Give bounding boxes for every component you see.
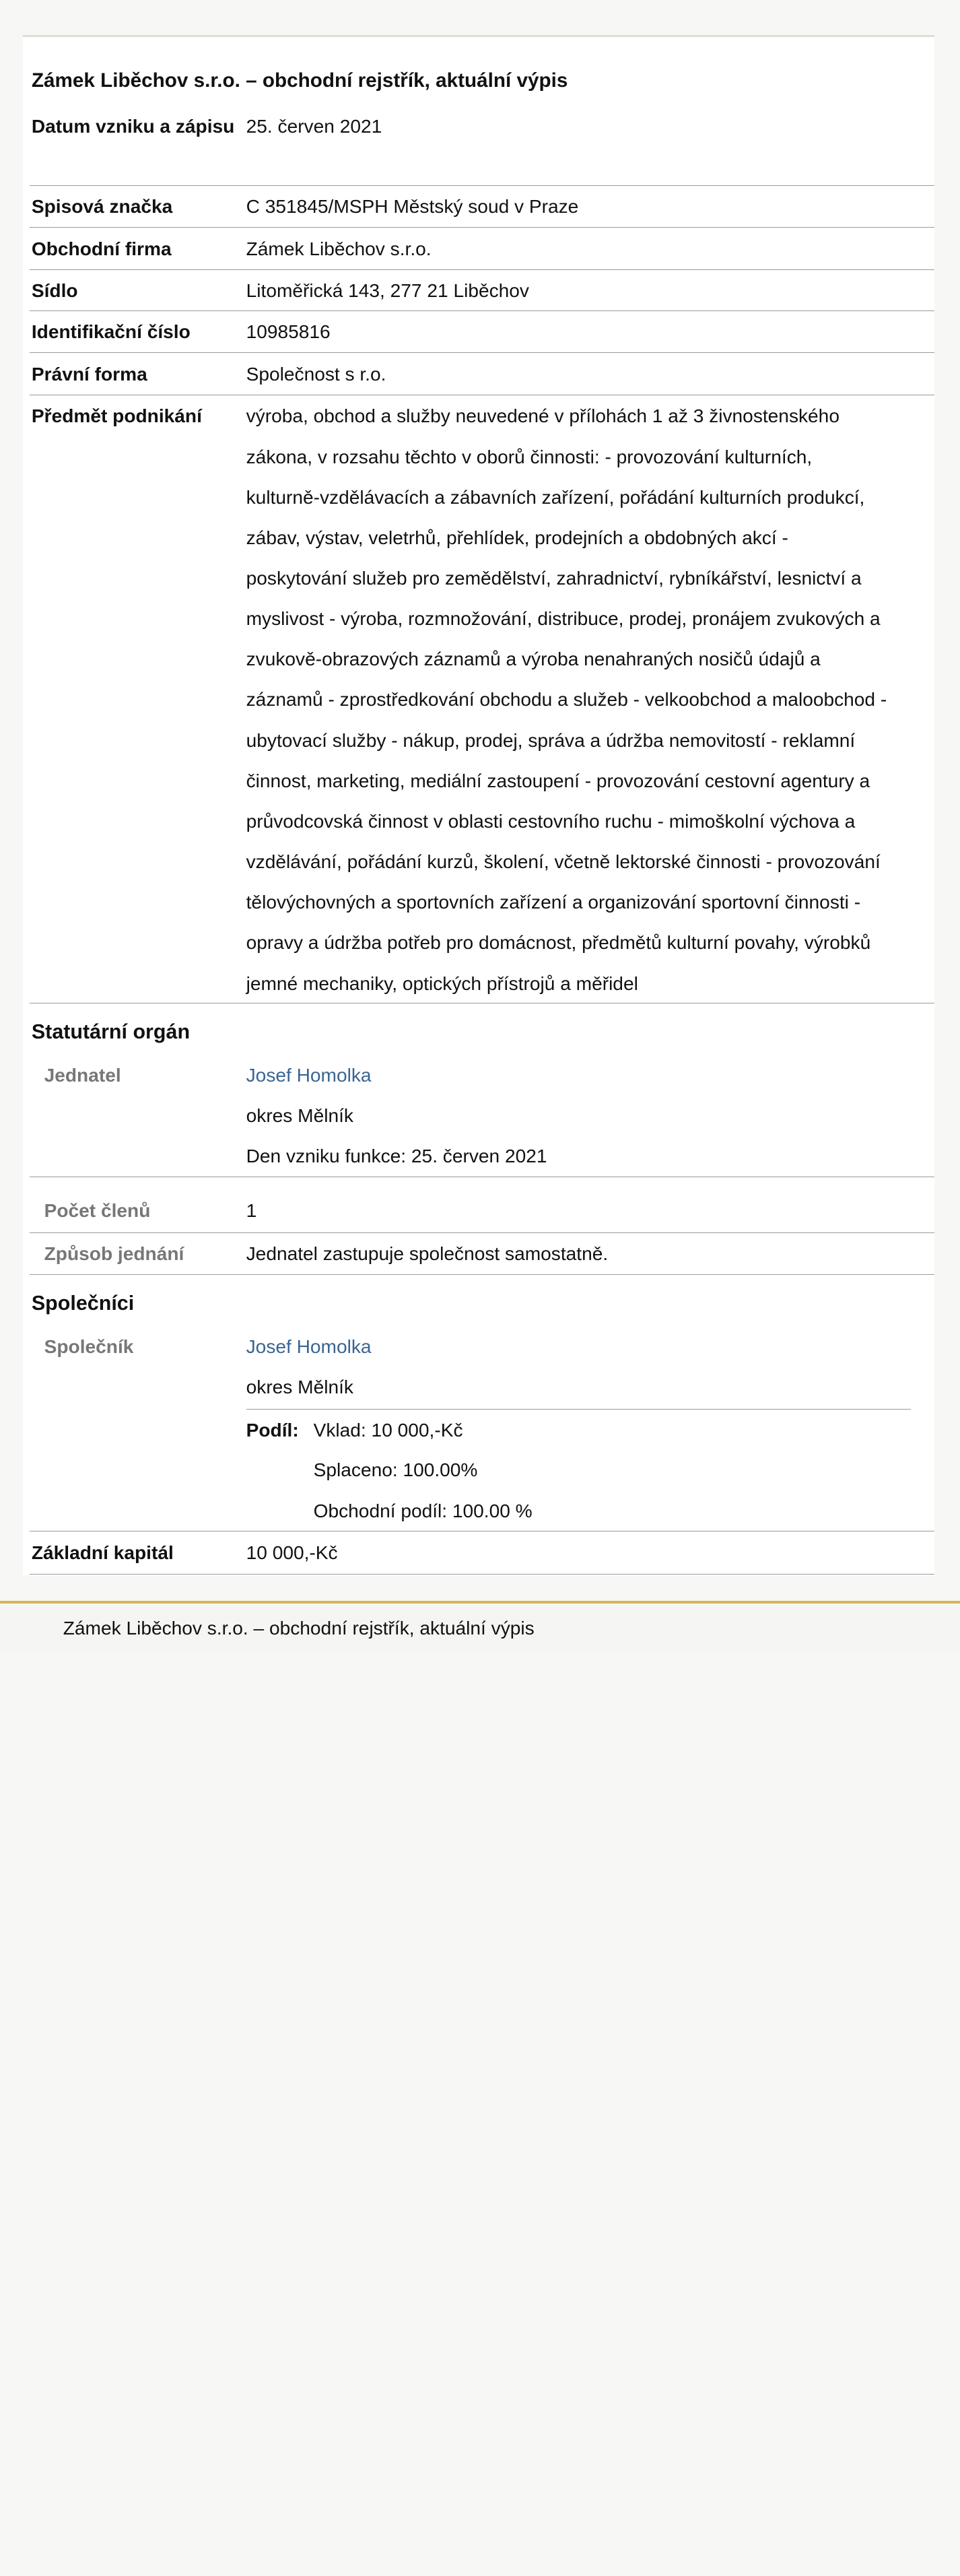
row-sidlo [30,269,934,311]
value-spolecnik [246,1327,934,1408]
value-zakladni-kapital: 10 000,-Kč [246,1542,338,1563]
predmet-line: záznamů - zprostředkování obchodu a služeb - velkoobchod a maloobchod - [246,689,887,711]
value-obchodni-podil: Obchodní podíl: 100.00 % [313,1500,533,1522]
predmet-line: vzdělávání, pořádání kurzů, školení, včetně lektorské činnosti - provozování [246,851,881,873]
predmet-line: jemné mechaniky, optických přístrojů a měřidel [246,972,638,994]
value-spisova-znacka: C 351845/MSPH Městský soud v Praze [246,196,579,218]
label-zakladni-kapital: Základní kapitál [31,1542,174,1563]
page-footer [0,1601,960,1652]
row-spisova-znacka [30,185,934,227]
jednatel-okres: okres Mělník [246,1104,353,1126]
spolecnik-name-link[interactable]: Josef Homolka [246,1335,372,1357]
predmet-line: činnost, marketing, mediální zastoupení - provozování cestovní agentury a [246,770,870,791]
heading-statutarni-organ: Statutární orgán [31,1020,191,1043]
jednatel-den-vzniku: Den vzniku funkce: 25. červen 2021 [246,1145,547,1166]
row-datum-vzniku [30,104,934,185]
predmet-line: ubytovací služby - nákup, prodej, správa a údržba nemovitostí - reklamní [246,729,856,751]
row-pocet-clenu [30,1177,934,1233]
label-sidlo: Sídlo [31,280,78,302]
row-zpusob-jednani [30,1232,934,1274]
row-zakladni-kapital [30,1531,934,1575]
label-obchodni-firma: Obchodní firma [31,238,172,259]
value-datum-vzniku: 25. červen 2021 [246,115,382,137]
row-identifikacni-cislo [30,310,934,352]
podil-block [246,1409,912,1531]
value-pravni-forma: Společnost s r.o. [246,363,386,385]
page-title: Zámek Liběchov s.r.o. – obchodní rejstřík, aktuální výpis [31,69,568,92]
predmet-line: kulturně-vzdělávacích a zábavních zařízení, pořádání kulturních produkcí, [246,486,865,508]
label-spolecnik: Společník [44,1335,134,1357]
label-jednatel: Jednatel [44,1064,121,1086]
value-obchodni-firma: Zámek Liběchov s.r.o. [246,238,432,259]
label-podil: Podíl: [246,1420,299,1441]
predmet-line: zákona, v rozsahu těchto v oborů činnosti: - provozování kulturních, [246,446,813,467]
predmet-line: zábav, výstav, veletrhů, přehlídek, prodejních a obdobných akcí - [246,527,788,548]
row-predmet-podnikani [30,395,934,1003]
value-zpusob-jednani: Jednatel zastupuje společnost samostatně. [246,1243,609,1265]
section-statutarni-organ [30,1003,934,1177]
predmet-line: průvodcovská činnost v oblasti cestovního ruchu - mimoškolní výchova a [246,810,856,832]
value-splaceno: Splaceno: 100.00% [313,1459,478,1481]
value-vklad: Vklad: 10 000,-Kč [313,1420,463,1441]
label-spisova-znacka: Spisová značka [31,196,173,218]
predmet-line: myslivost - výroba, rozmnožování, distribuce, prodej, pronájem zvukových a [246,608,881,630]
footer-text: Zámek Liběchov s.r.o. – obchodní rejstřík, aktuální výpis [63,1618,535,1639]
jednatel-name-link[interactable]: Josef Homolka [246,1064,372,1086]
spolecnik-okres: okres Mělník [246,1376,353,1397]
section-spolecnici [30,1274,934,1531]
label-identifikacni-cislo: Identifikační číslo [31,321,191,343]
value-predmet-podnikani [246,396,934,1003]
value-pocet-clenu: 1 [246,1200,257,1222]
predmet-line: opravy a údržba potřeb pro domácnost, předmětů kulturní povahy, výrobků [246,932,871,954]
value-identifikacni-cislo: 10985816 [246,321,331,343]
predmet-line: zvukově-obrazových záznamů a výroba nenahraných nosičů údajů a [246,649,821,670]
predmet-line: tělovýchovných a sportovních zařízení a organizování sportovní činnosti - [246,892,861,913]
predmet-line: poskytování služeb pro zemědělství, zahradnictví, rybníkářství, lesnictví a [246,568,862,589]
value-jednatel [246,1055,934,1177]
row-obchodni-firma [30,227,934,269]
row-pravni-forma [30,352,934,394]
label-zpusob-jednani: Způsob jednání [44,1243,184,1265]
label-pocet-clenu: Počet členů [44,1200,151,1222]
registry-extract-card [23,35,934,1575]
label-predmet-podnikani: Předmět podnikání [31,405,202,427]
predmet-line: výroba, obchod a služby neuvedené v přílohách 1 až 3 živnostenského [246,405,839,427]
label-pravni-forma: Právní forma [31,363,147,385]
heading-spolecnici: Společníci [31,1291,135,1315]
label-datum-vzniku: Datum vzniku a zápisu [31,115,235,137]
value-sidlo: Litoměřická 143, 277 21 Liběchov [246,280,529,302]
